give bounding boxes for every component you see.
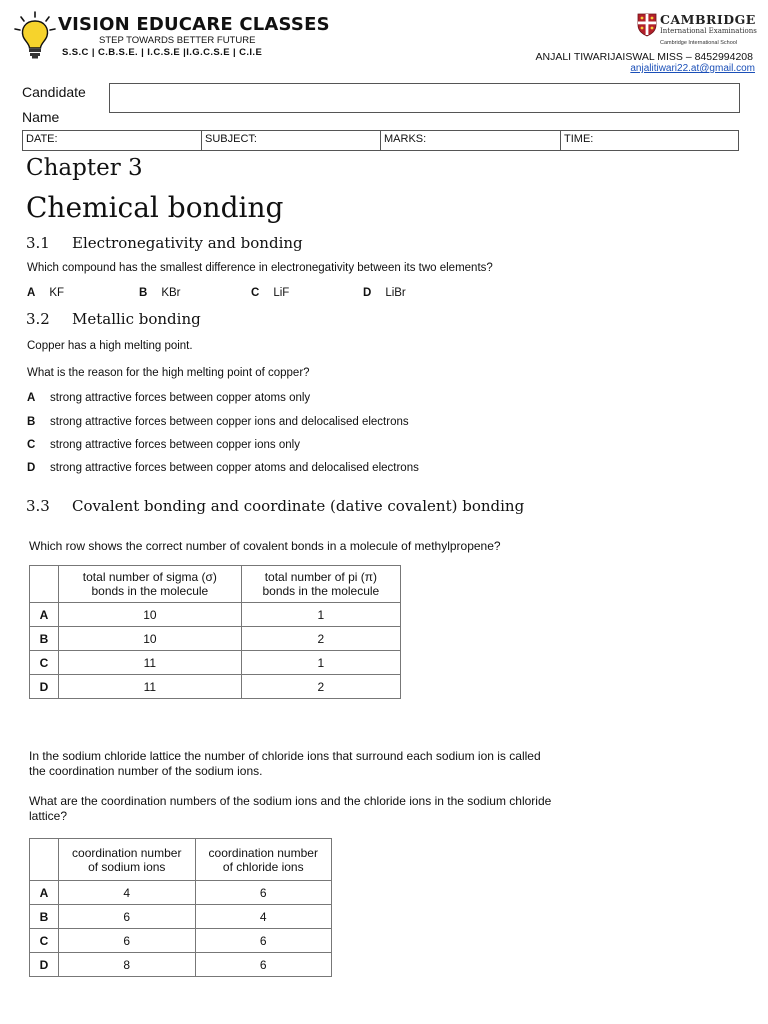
teacher-contact: ANJALI TIWARIJAISWAL MISS – 8452994208: [535, 51, 753, 63]
option-3-1-c[interactable]: C LiF: [251, 287, 290, 299]
statement-3-2: Copper has a high melting point.: [27, 340, 193, 352]
table-header-sigma: total number of sigma (σ) bonds in the molecule: [59, 566, 242, 603]
candidate-name-field[interactable]: [109, 83, 740, 113]
chapter-number: Chapter 3: [26, 155, 143, 181]
subject-field[interactable]: SUBJECT:: [202, 131, 381, 150]
time-field[interactable]: TIME:: [564, 133, 594, 145]
option-3-2-b[interactable]: B strong attractive forces between copper ions and delocalised electrons: [27, 416, 409, 428]
exam-info-row: [22, 130, 739, 151]
section-heading-3-3: 3.3 Covalent bonding and coordinate (dative covalent) bonding: [26, 497, 525, 515]
table-header-pi: total number of pi (π) bonds in the molecule: [241, 566, 400, 603]
table-row[interactable]: B 10 2: [30, 627, 401, 651]
cambridge-shield-icon: [637, 13, 657, 37]
lightbulb-logo-icon: [12, 10, 58, 60]
table-row[interactable]: A 10 1: [30, 603, 401, 627]
table-header-sodium: coordination number of sodium ions: [59, 839, 196, 881]
brand-boards: S.S.C | C.B.S.E. | I.C.S.E |I.G.C.S.E | C.I.E: [62, 47, 263, 58]
brand-tagline: STEP TOWARDS BETTER FUTURE: [99, 35, 256, 46]
question-3-1: Which compound has the smallest difference in electronegativity between its two elements?: [27, 262, 493, 274]
table-corner: [30, 566, 59, 603]
table-sigma-pi-bonds: [29, 565, 401, 699]
table-row[interactable]: A 4 6: [30, 881, 332, 905]
chapter-title: Chemical bonding: [26, 191, 284, 224]
candidate-name-label: Candidate Name: [22, 84, 86, 125]
question-3-3-2: What are the coordination numbers of the sodium ions and the chloride ions in the sodium chloride lattice?: [29, 794, 552, 823]
option-3-1-d[interactable]: D LiBr: [363, 287, 406, 299]
teacher-email-link[interactable]: anjalitiwari22.at@gmail.com: [630, 63, 755, 74]
option-3-2-a[interactable]: A strong attractive forces between copper atoms only: [27, 392, 311, 404]
table-row[interactable]: D 8 6: [30, 953, 332, 977]
cambridge-school: Cambridge International School: [660, 40, 738, 46]
brand-title: VISION EDUCARE CLASSES: [58, 14, 330, 35]
question-3-2: What is the reason for the high melting point of copper?: [27, 367, 310, 379]
table-row[interactable]: B 6 4: [30, 905, 332, 929]
cambridge-subtitle: International Examinations: [660, 27, 757, 35]
table-header-chloride: coordination number of chloride ions: [195, 839, 332, 881]
table-corner: [30, 839, 59, 881]
question-3-3-2-intro: In the sodium chloride lattice the number of chloride ions that surround each sodium ion is called the coordination number of the sodium ions.: [29, 749, 541, 778]
section-heading-3-2: 3.2 Metallic bonding: [26, 310, 201, 328]
cambridge-name: CAMBRIDGE: [660, 12, 756, 27]
option-3-1-a[interactable]: A KF: [27, 287, 65, 299]
date-field[interactable]: DATE:: [23, 131, 202, 150]
table-row[interactable]: C 11 1: [30, 651, 401, 675]
option-3-2-d[interactable]: D strong attractive forces between copper atoms and delocalised electrons: [27, 462, 419, 474]
option-3-2-c[interactable]: C strong attractive forces between copper ions only: [27, 439, 300, 451]
table-row[interactable]: C 6 6: [30, 929, 332, 953]
question-3-3-1: Which row shows the correct number of covalent bonds in a molecule of methylpropene?: [29, 539, 501, 553]
section-heading-3-1: 3.1 Electronegativity and bonding: [26, 234, 303, 252]
marks-field[interactable]: MARKS:: [381, 131, 561, 150]
option-3-1-b[interactable]: B KBr: [139, 287, 181, 299]
table-row[interactable]: D 11 2: [30, 675, 401, 699]
table-coordination-numbers: [29, 838, 332, 977]
